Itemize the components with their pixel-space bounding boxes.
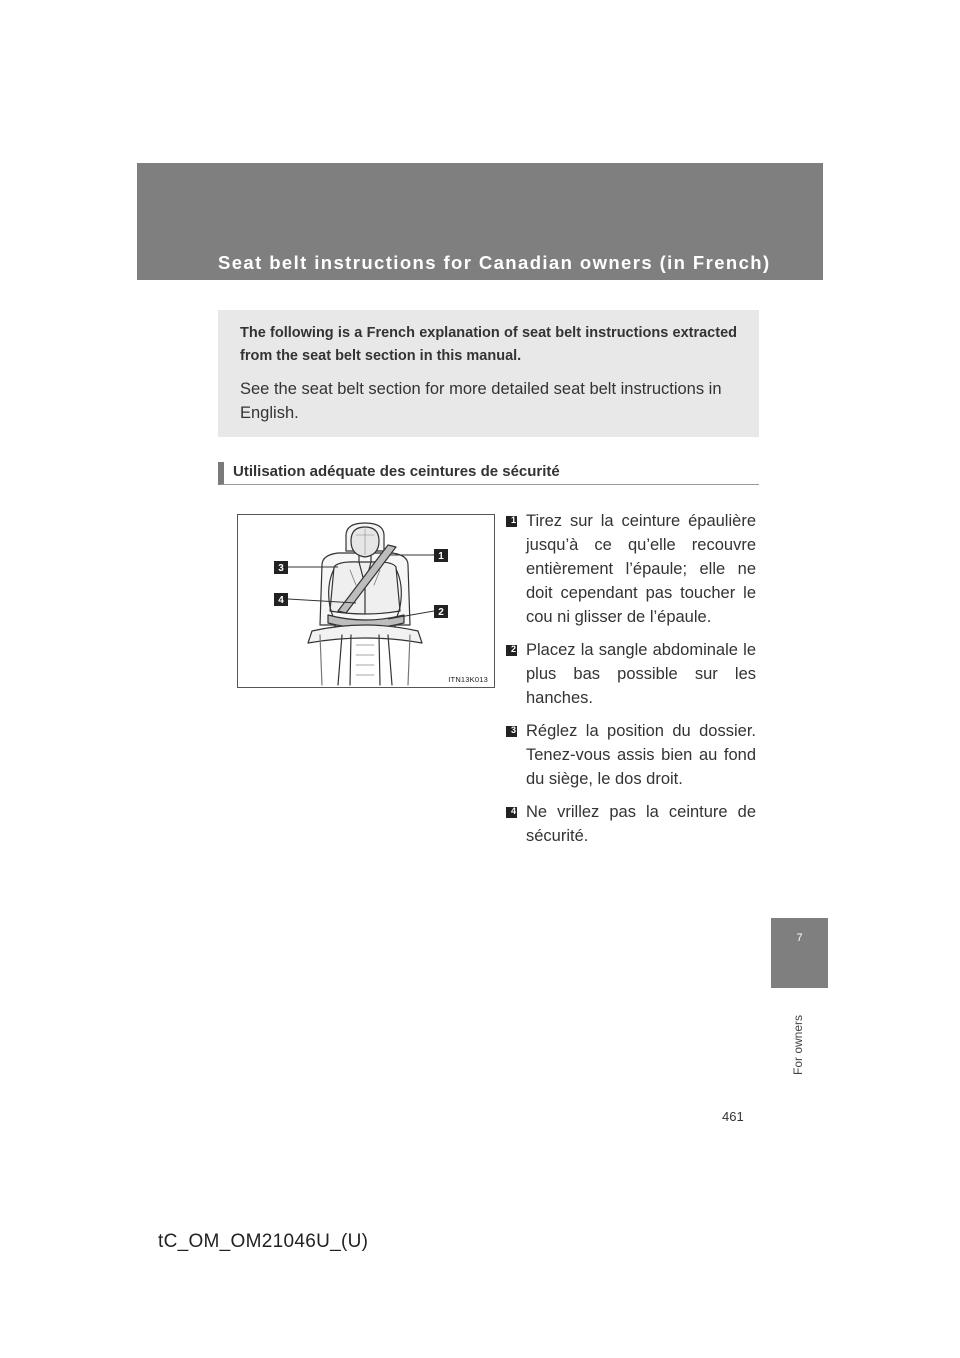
page-number: 461 [722, 1109, 744, 1124]
svg-text:2: 2 [438, 607, 444, 618]
svg-text:4: 4 [278, 595, 284, 606]
instruction-item [506, 638, 756, 710]
document-code: tC_OM_OM21046U_(U) [158, 1231, 369, 1252]
instruction-text: Réglez la position du dossier. Tenez-vous assis bien au fond du siège, le dos droit. [526, 722, 756, 788]
instruction-text: Placez la sangle abdominale le plus bas possible sur les hanches. [526, 641, 756, 707]
figure-code: ITN13K013 [448, 675, 488, 684]
seated-person-drawing [238, 515, 494, 687]
note-bold-text: The following is a French explanation of seat belt instructions extracted from the seat belt section in this manual. [240, 325, 737, 364]
page-title: Seat belt instructions for Canadian owners (in French) [218, 252, 771, 273]
note-box [218, 310, 759, 437]
number-badge: 4 [506, 807, 517, 818]
instruction-item [506, 800, 756, 848]
svg-text:3: 3 [278, 563, 284, 574]
section-heading: Utilisation adéquate des ceintures de sécurité [218, 462, 759, 485]
chapter-label: For owners [791, 1014, 805, 1075]
seatbelt-illustration [237, 514, 495, 688]
svg-text:1: 1 [438, 551, 444, 562]
instruction-item [506, 719, 756, 791]
callout-2 [434, 605, 448, 618]
callout-1 [434, 549, 448, 562]
instruction-list [506, 509, 756, 857]
note-plain-text: See the seat belt section for more detailed seat belt instructions in English. [240, 380, 722, 422]
number-badge: 3 [506, 726, 517, 737]
callout-4 [274, 593, 288, 606]
number-badge: 1 [506, 516, 517, 527]
instruction-item [506, 509, 756, 629]
callout-3 [274, 561, 288, 574]
instruction-text: Tirez sur la ceinture épaulière jusqu’à ce qu’elle recouvre entièrement l’épaule; elle ne doit cependant pas toucher le cou ni glisser de l’épaule. [526, 512, 756, 626]
chapter-number: 7 [796, 932, 803, 944]
number-badge: 2 [506, 645, 517, 656]
instruction-text: Ne vrillez pas la ceinture de sécurité. [526, 803, 756, 845]
chapter-tab[interactable] [771, 918, 828, 988]
